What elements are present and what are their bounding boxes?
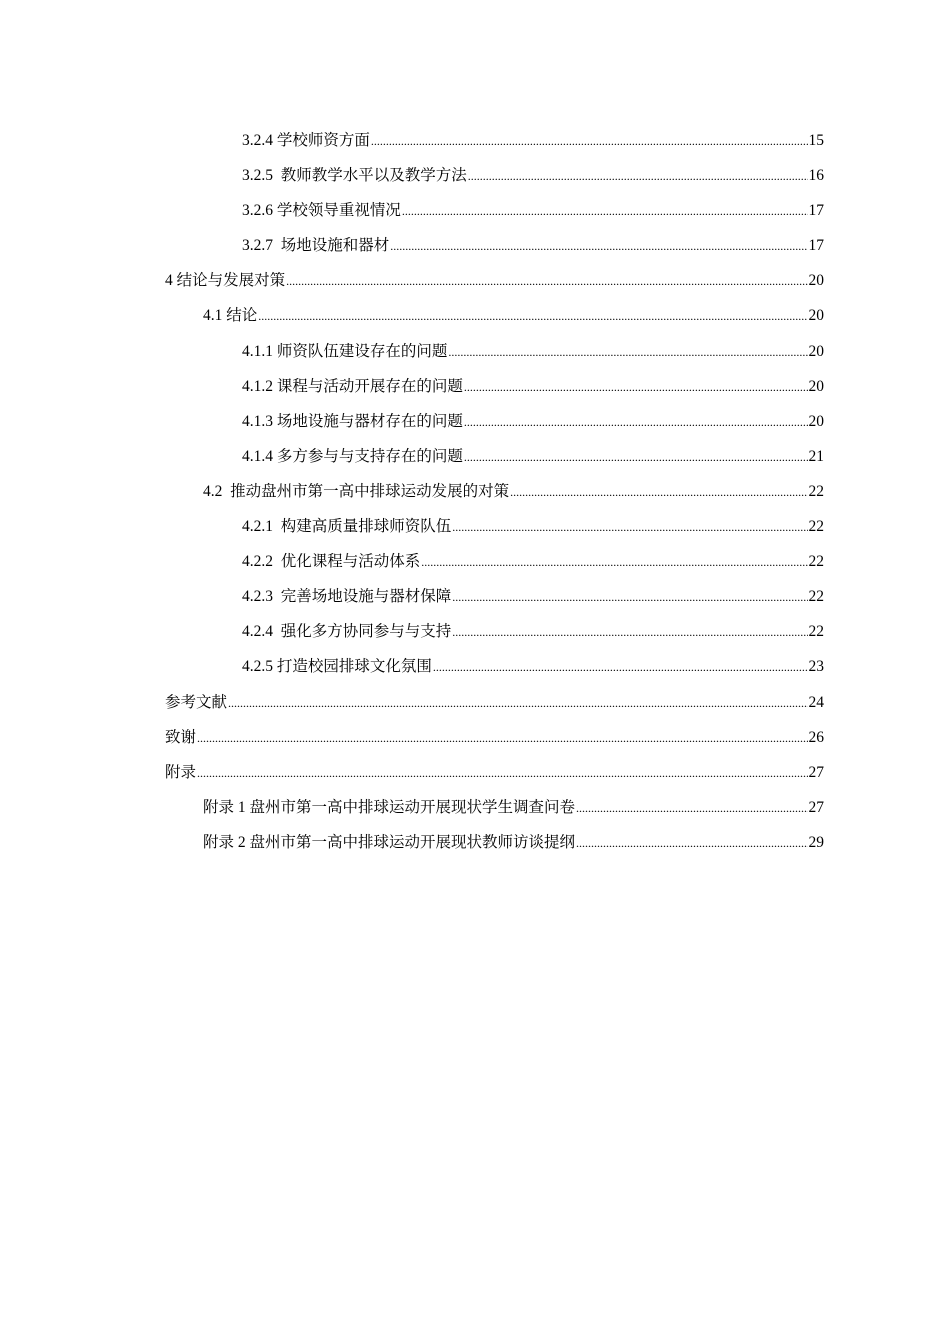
table-of-contents bbox=[165, 123, 824, 860]
toc-entry-title: 4.2.4 强化多方协同参与与支持 bbox=[242, 623, 452, 641]
toc-dot-leader bbox=[258, 299, 807, 334]
toc-dot-leader bbox=[228, 686, 807, 721]
toc-dot-leader bbox=[390, 229, 807, 264]
toc-dot-leader bbox=[452, 510, 807, 545]
toc-dot-leader bbox=[197, 721, 807, 756]
toc-entry-page: 27 bbox=[808, 763, 824, 781]
toc-entry[interactable] bbox=[165, 439, 824, 474]
toc-dot-leader bbox=[452, 615, 807, 650]
toc-entry-page: 27 bbox=[808, 798, 824, 816]
toc-entry-title: 4.1.3 场地设施与器材存在的问题 bbox=[242, 412, 463, 430]
toc-entry-title: 4.2.2 优化课程与活动体系 bbox=[242, 553, 421, 571]
toc-entry[interactable] bbox=[165, 228, 824, 263]
toc-entry-page: 22 bbox=[808, 553, 824, 571]
toc-entry-title: 4.1.2 课程与活动开展存在的问题 bbox=[242, 377, 463, 395]
toc-entry-page: 22 bbox=[808, 623, 824, 641]
toc-dot-leader bbox=[468, 159, 808, 194]
toc-entry-title: 参考文献 bbox=[165, 693, 228, 711]
toc-dot-leader bbox=[448, 335, 807, 370]
toc-entry-title: 3.2.4 学校师资方面 bbox=[242, 132, 370, 149]
toc-entry-title: 4.1.4 多方参与与支持存在的问题 bbox=[242, 447, 463, 465]
toc-entry-title: 3.2.6 学校领导重视情况 bbox=[242, 202, 401, 220]
toc-dot-leader bbox=[371, 124, 808, 159]
toc-entry-title: 附录 bbox=[165, 763, 197, 781]
toc-entry-page: 15 bbox=[808, 132, 824, 149]
toc-entry[interactable] bbox=[165, 720, 824, 755]
toc-entry[interactable] bbox=[165, 579, 824, 614]
toc-dot-leader bbox=[464, 440, 808, 475]
toc-entry-page: 20 bbox=[808, 412, 824, 430]
toc-entry-page: 22 bbox=[808, 518, 824, 536]
toc-dot-leader bbox=[452, 580, 807, 615]
toc-dot-leader bbox=[576, 826, 807, 861]
toc-entry-title: 4.1 结论 bbox=[203, 307, 258, 325]
toc-entry[interactable] bbox=[165, 404, 824, 439]
toc-entry[interactable] bbox=[165, 509, 824, 544]
toc-entry[interactable] bbox=[165, 685, 824, 720]
toc-dot-leader bbox=[576, 791, 807, 826]
toc-entry-page: 20 bbox=[808, 342, 824, 360]
toc-entry-title: 4.2.1 构建高质量排球师资队伍 bbox=[242, 518, 452, 536]
toc-entry[interactable] bbox=[165, 298, 824, 333]
toc-dot-leader bbox=[464, 370, 808, 405]
toc-entry[interactable] bbox=[165, 790, 824, 825]
toc-entry[interactable] bbox=[165, 614, 824, 649]
toc-entry-page: 24 bbox=[808, 693, 824, 711]
toc-entry-page: 29 bbox=[808, 833, 824, 851]
toc-entry[interactable] bbox=[165, 825, 824, 860]
toc-entry-title: 4.1.1 师资队伍建设存在的问题 bbox=[242, 342, 448, 360]
toc-entry[interactable] bbox=[165, 193, 824, 228]
toc-entry[interactable] bbox=[165, 263, 824, 298]
toc-entry-title: 致谢 bbox=[165, 728, 197, 746]
toc-entry-page: 22 bbox=[808, 588, 824, 606]
toc-entry-page: 20 bbox=[808, 307, 824, 325]
toc-entry-page: 17 bbox=[808, 202, 824, 220]
toc-dot-leader bbox=[433, 650, 808, 685]
toc-entry[interactable] bbox=[165, 755, 824, 790]
toc-entry-title: 4.2.3 完善场地设施与器材保障 bbox=[242, 588, 452, 606]
toc-dot-leader bbox=[510, 475, 807, 510]
toc-entry-page: 17 bbox=[808, 237, 824, 255]
toc-entry-page: 21 bbox=[808, 447, 824, 465]
toc-entry-title: 附录 2 盘州市第一高中排球运动开展现状教师访谈提纲 bbox=[203, 833, 576, 851]
toc-entry-page: 20 bbox=[808, 272, 824, 290]
toc-entry-page: 16 bbox=[808, 167, 824, 185]
toc-entry[interactable] bbox=[165, 123, 824, 158]
toc-entry-title: 4.2 推动盘州市第一高中排球运动发展的对策 bbox=[203, 482, 510, 500]
toc-dot-leader bbox=[286, 264, 807, 299]
toc-entry[interactable] bbox=[165, 334, 824, 369]
toc-dot-leader bbox=[402, 194, 808, 229]
toc-entry[interactable] bbox=[165, 158, 824, 193]
toc-dot-leader bbox=[197, 756, 807, 791]
toc-dot-leader bbox=[464, 405, 808, 440]
toc-entry-page: 20 bbox=[808, 377, 824, 395]
toc-entry[interactable] bbox=[165, 544, 824, 579]
toc-entry[interactable] bbox=[165, 369, 824, 404]
toc-entry-title: 3.2.7 场地设施和器材 bbox=[242, 237, 390, 255]
toc-dot-leader bbox=[421, 545, 807, 580]
toc-entry-page: 22 bbox=[808, 482, 824, 500]
toc-entry[interactable] bbox=[165, 649, 824, 684]
toc-entry-title: 4.2.5 打造校园排球文化氛围 bbox=[242, 658, 432, 676]
toc-entry-title: 4 结论与发展对策 bbox=[165, 272, 286, 290]
toc-entry-title: 3.2.5 教师教学水平以及教学方法 bbox=[242, 167, 467, 185]
toc-entry-title: 附录 1 盘州市第一高中排球运动开展现状学生调查问卷 bbox=[203, 798, 576, 816]
toc-entry-page: 26 bbox=[808, 728, 824, 746]
toc-entry-page: 23 bbox=[808, 658, 824, 676]
toc-entry[interactable] bbox=[165, 474, 824, 509]
